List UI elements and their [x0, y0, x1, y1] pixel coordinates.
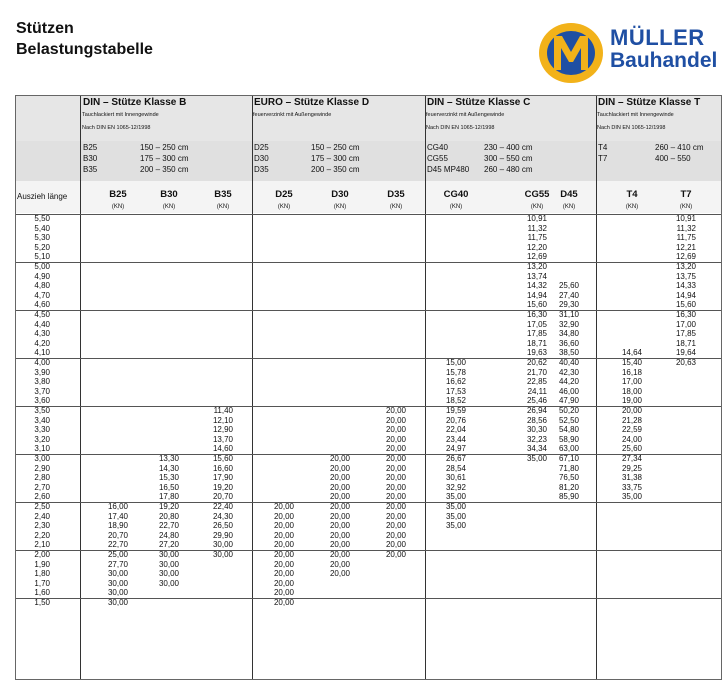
row-header: Auszieh länge	[17, 192, 68, 201]
column-header: B30	[160, 189, 178, 200]
model-range: 260 – 410 cm	[655, 143, 704, 152]
load-value: 20,00	[329, 473, 350, 483]
load-value: 27,34	[621, 454, 642, 463]
load-value: 17,80	[158, 492, 179, 502]
load-value: 19,64	[675, 348, 696, 358]
column-unit: (KN)	[333, 204, 347, 210]
load-value: 20,70	[107, 530, 128, 540]
column-header: D45	[560, 189, 578, 200]
extension-length: 5,50	[34, 214, 50, 223]
load-value: 28,54	[445, 463, 466, 473]
load-value: 29,25	[621, 463, 642, 473]
column-unit: (KN)	[162, 204, 176, 210]
load-value: 13,70	[212, 434, 233, 444]
load-value: 20,00	[329, 559, 350, 569]
extension-length: 2,10	[34, 540, 50, 550]
load-value: 20,00	[385, 502, 406, 511]
load-value: 12,10	[212, 415, 233, 425]
model-range: 260 – 480 cm	[484, 165, 533, 174]
load-value: 30,00	[107, 588, 128, 598]
group-standard: Nach DIN EN 1065-12/1998	[597, 125, 666, 131]
load-value: 22,70	[107, 540, 128, 550]
load-value: 76,50	[558, 473, 579, 483]
extension-length: 4,20	[34, 338, 50, 348]
extension-length: 4,40	[34, 319, 50, 329]
column-unit: (KN)	[111, 204, 125, 210]
model-code: T4	[598, 143, 608, 152]
load-value: 24,00	[621, 434, 642, 444]
column-header: B25	[109, 189, 127, 200]
extension-length: 2,50	[34, 502, 50, 511]
model-range: 150 – 250 cm	[140, 143, 189, 152]
load-value: 54,80	[558, 425, 579, 435]
row-block-divider	[16, 310, 721, 311]
load-value: 20,00	[329, 492, 350, 502]
load-value: 15,60	[212, 454, 233, 463]
load-value: 20,80	[158, 511, 179, 521]
extension-length: 4,90	[34, 271, 50, 281]
load-value: 52,50	[558, 415, 579, 425]
row-block-divider	[16, 262, 721, 263]
load-value: 19,63	[526, 348, 547, 358]
model-code: D25	[254, 143, 269, 152]
load-value: 21,70	[526, 367, 547, 377]
load-value: 15,00	[445, 358, 466, 367]
load-value: 24,30	[212, 511, 233, 521]
load-value: 42,30	[558, 367, 579, 377]
column-unit: (KN)	[625, 204, 639, 210]
load-value: 30,00	[107, 578, 128, 588]
extension-length: 2,80	[34, 473, 50, 483]
load-value: 20,00	[329, 463, 350, 473]
load-value: 20,00	[385, 444, 406, 454]
load-value: 14,64	[621, 348, 642, 358]
extension-length: 3,70	[34, 386, 50, 396]
group-divider	[80, 96, 81, 679]
model-range: 175 – 300 cm	[140, 154, 189, 163]
load-value: 25,00	[107, 550, 128, 559]
load-value: 22,85	[526, 377, 547, 387]
group-standard: Nach DIN EN 1065-12/1998	[426, 125, 495, 131]
extension-length: 5,10	[34, 252, 50, 262]
load-table	[15, 95, 722, 680]
load-value: 35,00	[445, 521, 466, 531]
load-value: 30,00	[107, 598, 128, 607]
load-value: 47,90	[558, 396, 579, 406]
group-title: DIN – Stütze Klasse T	[598, 97, 701, 108]
load-value: 20,63	[675, 358, 696, 367]
load-value: 29,30	[558, 300, 579, 310]
load-value: 31,10	[558, 310, 579, 319]
load-value: 85,90	[558, 492, 579, 502]
load-value: 20,00	[385, 473, 406, 483]
group-title: DIN – Stütze Klasse C	[427, 97, 531, 108]
load-value: 14,33	[675, 281, 696, 291]
load-value: 25,60	[558, 281, 579, 291]
load-value: 15,30	[158, 473, 179, 483]
load-value: 35,00	[445, 492, 466, 502]
load-value: 17,90	[212, 473, 233, 483]
load-value: 15,78	[445, 367, 466, 377]
load-value: 32,90	[558, 319, 579, 329]
model-code: T7	[598, 154, 608, 163]
load-value: 12,69	[675, 252, 696, 262]
group-divider	[252, 96, 253, 679]
load-value: 20,00	[385, 530, 406, 540]
load-value: 30,00	[158, 578, 179, 588]
load-value: 30,00	[212, 540, 233, 550]
load-value: 11,32	[527, 223, 547, 233]
load-value: 30,00	[212, 550, 233, 559]
load-value: 20,62	[526, 358, 547, 367]
extension-length: 3,40	[34, 415, 50, 425]
logo-badge-icon	[538, 22, 604, 84]
load-value: 19,00	[621, 396, 642, 406]
load-value: 32,92	[445, 482, 466, 492]
group-note: feuerverzinkt mit Außengewinde	[253, 112, 332, 118]
load-value: 16,50	[158, 482, 179, 492]
extension-length: 3,80	[34, 377, 50, 387]
row-block-divider	[16, 214, 721, 215]
column-unit: (KN)	[449, 204, 463, 210]
load-value: 20,00	[385, 550, 406, 559]
load-value: 13,20	[675, 262, 696, 271]
model-code: B35	[83, 165, 98, 174]
model-range: 400 – 550	[655, 154, 691, 163]
load-value: 27,20	[158, 540, 179, 550]
model-code: CG55	[427, 154, 448, 163]
load-value: 17,53	[445, 386, 466, 396]
load-value: 38,50	[558, 348, 579, 358]
load-value: 16,60	[212, 463, 233, 473]
load-value: 44,20	[558, 377, 579, 387]
load-value: 14,60	[212, 444, 233, 454]
extension-length: 4,00	[34, 358, 50, 367]
load-value: 20,00	[273, 521, 294, 531]
load-value: 18,00	[621, 386, 642, 396]
extension-length: 2,60	[34, 492, 50, 502]
load-value: 11,40	[213, 406, 233, 415]
extension-length: 2,90	[34, 463, 50, 473]
column-header: D25	[275, 189, 293, 200]
group-divider	[596, 96, 597, 679]
group-note: Tauchlackiert mit Innengewinde	[82, 112, 159, 118]
load-value: 16,30	[526, 310, 547, 319]
extension-length: 4,60	[34, 300, 50, 310]
column-unit: (KN)	[277, 204, 291, 210]
load-value: 16,00	[107, 502, 128, 511]
model-code: B25	[83, 143, 98, 152]
extension-length: 2,00	[34, 550, 50, 559]
model-code: D35	[254, 165, 269, 174]
load-value: 20,00	[273, 502, 294, 511]
load-value: 35,00	[445, 502, 466, 511]
load-value: 26,50	[212, 521, 233, 531]
load-value: 14,32	[526, 281, 547, 291]
column-unit: (KN)	[389, 204, 403, 210]
load-value: 20,00	[329, 540, 350, 550]
extension-length: 1,50	[34, 598, 50, 607]
load-value: 21,28	[621, 415, 642, 425]
load-value: 15,60	[675, 300, 696, 310]
load-value: 20,00	[329, 511, 350, 521]
logo-name-line1: MÜLLER	[610, 25, 705, 50]
column-header: B35	[214, 189, 232, 200]
load-value: 22,40	[212, 502, 233, 511]
column-header: CG40	[443, 189, 469, 200]
extension-length: 3,30	[34, 425, 50, 435]
column-unit: (KN)	[562, 204, 576, 210]
load-value: 20,00	[621, 406, 642, 415]
column-unit: (KN)	[530, 204, 544, 210]
load-value: 50,20	[558, 406, 579, 415]
extension-length: 3,60	[34, 396, 50, 406]
load-value: 20,00	[329, 482, 350, 492]
load-value: 30,61	[445, 473, 466, 483]
load-value: 22,59	[621, 425, 642, 435]
extension-length: 1,70	[34, 578, 50, 588]
load-value: 34,80	[558, 329, 579, 339]
load-value: 26,67	[445, 454, 466, 463]
load-value: 18,90	[107, 521, 128, 531]
load-value: 12,21	[675, 242, 696, 252]
load-value: 33,75	[621, 482, 642, 492]
load-value: 17,85	[675, 329, 696, 339]
model-range: 200 – 350 cm	[140, 165, 189, 174]
load-value: 20,00	[385, 482, 406, 492]
load-value: 14,30	[158, 463, 179, 473]
extension-length: 1,80	[34, 569, 50, 579]
load-value: 24,11	[527, 386, 547, 396]
extension-length: 1,60	[34, 588, 50, 598]
load-value: 12,69	[526, 252, 547, 262]
model-code: CG40	[427, 143, 448, 152]
load-value: 10,91	[675, 214, 696, 223]
load-value: 20,00	[273, 511, 294, 521]
group-standard: Nach DIN EN 1065-12/1998	[82, 125, 151, 131]
group-note: feuerverzinkt mit Außengewinde	[426, 112, 505, 118]
model-code: B30	[83, 154, 98, 163]
group-note: Tauchlackiert mit Innengewinde	[597, 112, 674, 118]
load-value: 20,70	[212, 492, 233, 502]
extension-length: 5,00	[34, 262, 50, 271]
load-value: 27,70	[107, 559, 128, 569]
extension-length: 4,30	[34, 329, 50, 339]
load-value: 18,71	[675, 338, 696, 348]
load-value: 20,00	[273, 598, 294, 607]
extension-length: 4,50	[34, 310, 50, 319]
load-value: 20,00	[385, 425, 406, 435]
load-value: 20,00	[273, 569, 294, 579]
load-value: 25,46	[526, 396, 547, 406]
load-value: 16,62	[445, 377, 466, 387]
extension-length: 5,30	[34, 233, 50, 243]
load-value: 18,52	[445, 396, 466, 406]
load-value: 17,05	[526, 319, 547, 329]
model-range: 150 – 250 cm	[311, 143, 360, 152]
load-value: 23,44	[445, 434, 466, 444]
extension-length: 1,90	[34, 559, 50, 569]
load-value: 25,60	[621, 444, 642, 454]
load-value: 19,20	[158, 502, 179, 511]
group-divider	[425, 96, 426, 679]
load-value: 15,60	[526, 300, 547, 310]
logo-name-line2: Bauhandel	[610, 49, 718, 72]
load-value: 30,00	[158, 559, 179, 569]
load-value: 16,30	[675, 310, 696, 319]
load-value: 20,00	[329, 521, 350, 531]
load-value: 20,00	[273, 559, 294, 569]
load-value: 28,56	[526, 415, 547, 425]
load-value: 20,00	[329, 569, 350, 579]
load-value: 17,00	[675, 319, 696, 329]
extension-length: 5,20	[34, 242, 50, 252]
extension-length: 3,90	[34, 367, 50, 377]
load-value: 40,40	[558, 358, 579, 367]
load-value: 20,00	[273, 588, 294, 598]
load-value: 20,00	[385, 415, 406, 425]
load-value: 63,00	[558, 444, 579, 454]
load-value: 20,00	[385, 454, 406, 463]
extension-length: 3,10	[34, 444, 50, 454]
load-value: 29,90	[212, 530, 233, 540]
load-value: 20,00	[385, 463, 406, 473]
load-value: 30,30	[526, 425, 547, 435]
load-value: 20,76	[445, 415, 466, 425]
load-value: 13,75	[675, 271, 696, 281]
load-value: 20,00	[385, 492, 406, 502]
load-value: 17,85	[526, 329, 547, 339]
load-value: 20,00	[385, 521, 406, 531]
column-header: D35	[387, 189, 405, 200]
model-range-band	[16, 141, 721, 181]
extension-length: 2,20	[34, 530, 50, 540]
extension-length: 3,00	[34, 454, 50, 463]
group-title: DIN – Stütze Klasse B	[83, 97, 187, 108]
load-value: 16,18	[621, 367, 642, 377]
column-unit: (KN)	[679, 204, 693, 210]
load-value: 18,71	[526, 338, 547, 348]
load-value: 20,00	[329, 454, 350, 463]
load-value: 11,32	[676, 223, 696, 233]
model-code: D30	[254, 154, 269, 163]
model-range: 175 – 300 cm	[311, 154, 360, 163]
load-value: 20,00	[329, 550, 350, 559]
load-value: 12,90	[212, 425, 233, 435]
load-value: 35,00	[621, 492, 642, 502]
load-value: 13,20	[526, 262, 547, 271]
load-value: 35,00	[526, 454, 547, 463]
load-value: 10,91	[526, 214, 547, 223]
load-value: 24,80	[158, 530, 179, 540]
load-value: 30,00	[158, 569, 179, 579]
load-value: 34,34	[526, 444, 547, 454]
load-value: 35,00	[445, 511, 466, 521]
load-value: 20,00	[385, 406, 406, 415]
page-title: Stützen	[16, 20, 74, 37]
load-value: 22,04	[445, 425, 466, 435]
load-value: 14,94	[526, 290, 547, 300]
load-value: 20,00	[273, 530, 294, 540]
load-value: 71,80	[558, 463, 579, 473]
load-value: 20,00	[273, 540, 294, 550]
load-value: 19,20	[212, 482, 233, 492]
load-value: 19,59	[445, 406, 466, 415]
column-unit: (KN)	[216, 204, 230, 210]
load-value: 24,97	[445, 444, 466, 454]
model-code: D45 MP480	[427, 165, 470, 174]
group-title: EURO – Stütze Klasse D	[254, 97, 370, 108]
model-range: 230 – 400 cm	[484, 143, 533, 152]
load-value: 22,70	[158, 521, 179, 531]
load-value: 15,40	[621, 358, 642, 367]
load-value: 30,00	[158, 550, 179, 559]
extension-length: 2,40	[34, 511, 50, 521]
load-value: 17,40	[107, 511, 128, 521]
load-value: 20,00	[385, 540, 406, 550]
extension-length: 4,80	[34, 281, 50, 291]
load-value: 31,38	[621, 473, 642, 483]
load-value: 14,94	[675, 290, 696, 300]
load-value: 46,00	[558, 386, 579, 396]
column-header: T7	[680, 189, 692, 200]
load-value: 12,20	[526, 242, 547, 252]
extension-length: 2,30	[34, 521, 50, 531]
extension-length: 3,20	[34, 434, 50, 444]
load-value: 26,94	[526, 406, 547, 415]
load-value: 20,00	[329, 530, 350, 540]
load-value: 20,00	[329, 502, 350, 511]
extension-length: 4,10	[34, 348, 50, 358]
load-value: 67,10	[558, 454, 579, 463]
load-value: 36,60	[558, 338, 579, 348]
extension-length: 2,70	[34, 482, 50, 492]
load-value: 17,00	[621, 377, 642, 387]
model-range: 200 – 350 cm	[311, 165, 360, 174]
page-subtitle: Belastungstabelle	[16, 41, 153, 58]
extension-length: 5,40	[34, 223, 50, 233]
load-value: 32,23	[526, 434, 547, 444]
load-value: 30,00	[107, 569, 128, 579]
load-value: 20,00	[385, 511, 406, 521]
column-header: T4	[626, 189, 638, 200]
extension-length: 4,70	[34, 290, 50, 300]
load-value: 20,00	[273, 578, 294, 588]
load-value: 11,75	[527, 233, 547, 243]
load-value: 58,90	[558, 434, 579, 444]
load-value: 81,20	[558, 482, 579, 492]
load-value: 20,00	[385, 434, 406, 444]
load-value: 13,74	[526, 271, 547, 281]
load-value: 20,00	[273, 550, 294, 559]
load-value: 13,30	[158, 454, 179, 463]
extension-length: 3,50	[34, 406, 50, 415]
column-header: D30	[331, 189, 349, 200]
load-value: 27,40	[558, 290, 579, 300]
column-header: CG55	[524, 189, 550, 200]
model-range: 300 – 550 cm	[484, 154, 533, 163]
load-value: 11,75	[676, 233, 696, 243]
